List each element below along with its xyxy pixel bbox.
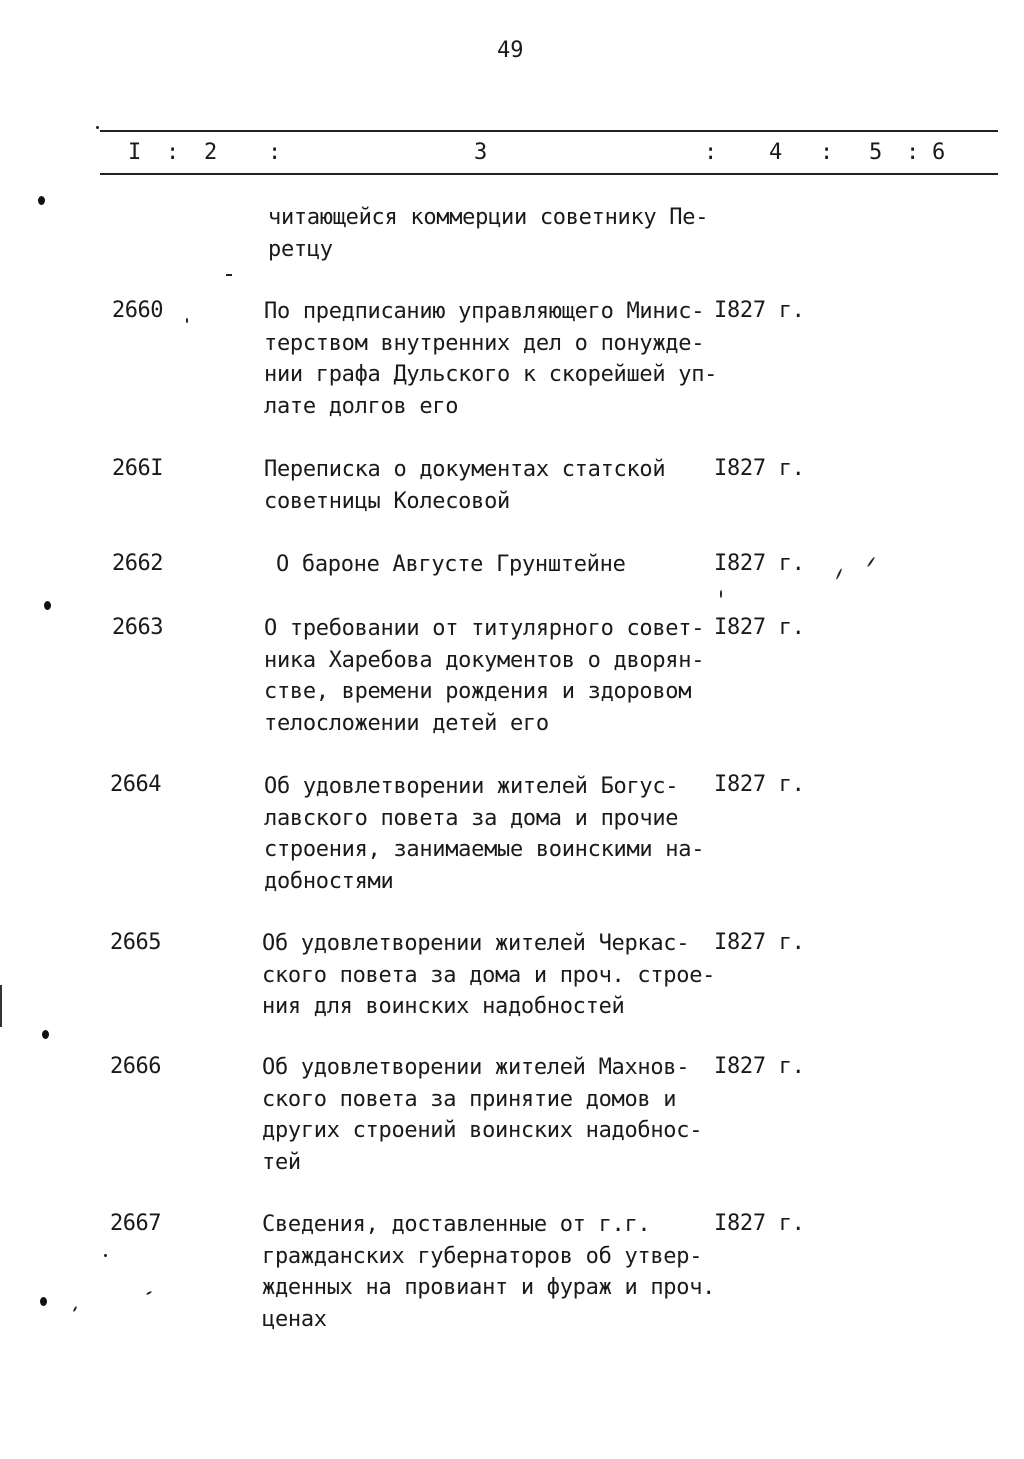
entry-number: 2665 — [110, 930, 161, 955]
entry-title — [276, 549, 626, 581]
text-line: О требовании от титулярного совет- — [264, 616, 705, 641]
header-col-5: 5 — [869, 140, 883, 165]
scan-speck — [836, 568, 843, 580]
scan-speck — [226, 274, 232, 276]
scan-speck — [73, 1306, 78, 1312]
text-line: Переписка о документах статской — [264, 457, 666, 482]
text-line: телосложении детей его — [264, 710, 549, 736]
entry-title — [264, 613, 704, 739]
entry-number: 2667 — [110, 1211, 161, 1236]
continuation-text — [268, 202, 708, 265]
text-line: Об удовлетворении жителей Черкас- — [262, 931, 690, 956]
punch-hole-mark — [38, 196, 45, 205]
entry-date: I827 г. — [714, 930, 805, 955]
text-line: терством внутренних дел о понужде- — [264, 330, 705, 356]
scan-edge-mark — [0, 985, 2, 1027]
header-col-4: 4 — [769, 140, 783, 165]
text-line: советницы Колесовой — [264, 488, 510, 514]
scan-speck — [186, 318, 188, 323]
scan-speck — [720, 590, 722, 598]
header-col-6: 6 — [932, 140, 946, 165]
scan-speck — [104, 1254, 107, 1257]
text-line: ского повета за принятие домов и — [262, 1086, 677, 1112]
text-line: ского повета за дома и проч. строе- — [262, 962, 716, 988]
entry-date: I827 г. — [714, 456, 805, 481]
entry-title — [262, 1209, 715, 1335]
text-line: тей — [262, 1149, 301, 1175]
entry-date: I827 г. — [714, 615, 805, 640]
entry-date: I827 г. — [714, 1054, 805, 1079]
text-line: О бароне Августе Грунштейне — [276, 552, 626, 577]
text-line: ния для воинских надобностей — [262, 994, 625, 1019]
scan-speck — [146, 1291, 152, 1296]
text-line: лате долгов его — [264, 393, 459, 419]
text-line: строения, занимаемые воинскими на- — [264, 837, 705, 862]
text-line: По предписанию управляющего Минис- — [264, 299, 705, 324]
text-line: других строений воинских надобнос- — [262, 1118, 703, 1143]
text-line: читающейся коммерции советнику Пе- — [268, 205, 709, 230]
entry-date: I827 г. — [714, 772, 805, 797]
text-line: ценах — [262, 1306, 327, 1332]
entry-number: 2666 — [110, 1054, 161, 1079]
punch-hole-mark — [40, 1297, 47, 1306]
punch-hole-mark — [42, 1030, 49, 1039]
entry-date: I827 г. — [714, 1211, 805, 1236]
text-line: жденных на провиант и фураж и проч. — [262, 1275, 716, 1300]
text-line: ника Харебова документов о дворян- — [264, 647, 705, 673]
entry-number: 266I — [112, 456, 163, 481]
entry-title — [264, 454, 665, 517]
entry-number: 2664 — [110, 772, 161, 797]
scan-speck — [867, 557, 876, 568]
text-line: лавского повета за дома и прочие — [264, 805, 679, 831]
header-separator: : — [820, 140, 834, 165]
header-col-1: I — [128, 140, 142, 165]
text-line: Об удовлетворении жителей Богус- — [264, 774, 679, 799]
text-line: ретцу — [268, 236, 333, 262]
header-bottom-rule — [100, 173, 998, 175]
entry-title — [264, 296, 717, 422]
header-col-3: 3 — [474, 140, 488, 165]
entry-number: 2663 — [112, 615, 163, 640]
entry-title — [262, 1052, 702, 1178]
header-col-2: 2 — [204, 140, 218, 165]
header-separator: : — [704, 140, 718, 165]
text-line: гражданских губернаторов об утвер- — [262, 1243, 703, 1269]
entry-number: 2662 — [112, 551, 163, 576]
punch-hole-mark — [44, 601, 51, 610]
header-separator: : — [268, 140, 282, 165]
scan-speck — [96, 126, 99, 129]
text-line: стве, времени рождения и здоровом — [264, 679, 692, 704]
header-separator: : — [906, 140, 920, 165]
entry-title — [264, 771, 704, 897]
text-line: добностями — [264, 868, 394, 894]
entry-date: I827 г. — [714, 551, 805, 576]
page-number: 49 — [497, 38, 524, 63]
entry-date: I827 г. — [714, 298, 805, 323]
text-line: нии графа Дульского к скорейшей уп- — [264, 362, 718, 387]
text-line: Об удовлетворении жителей Махнов- — [262, 1055, 690, 1080]
text-line: Сведения, доставленные от г.г. — [262, 1212, 651, 1237]
entry-number: 2660 — [112, 298, 163, 323]
header-top-rule — [100, 130, 998, 132]
entry-title — [262, 928, 715, 1023]
header-separator: : — [166, 140, 180, 165]
